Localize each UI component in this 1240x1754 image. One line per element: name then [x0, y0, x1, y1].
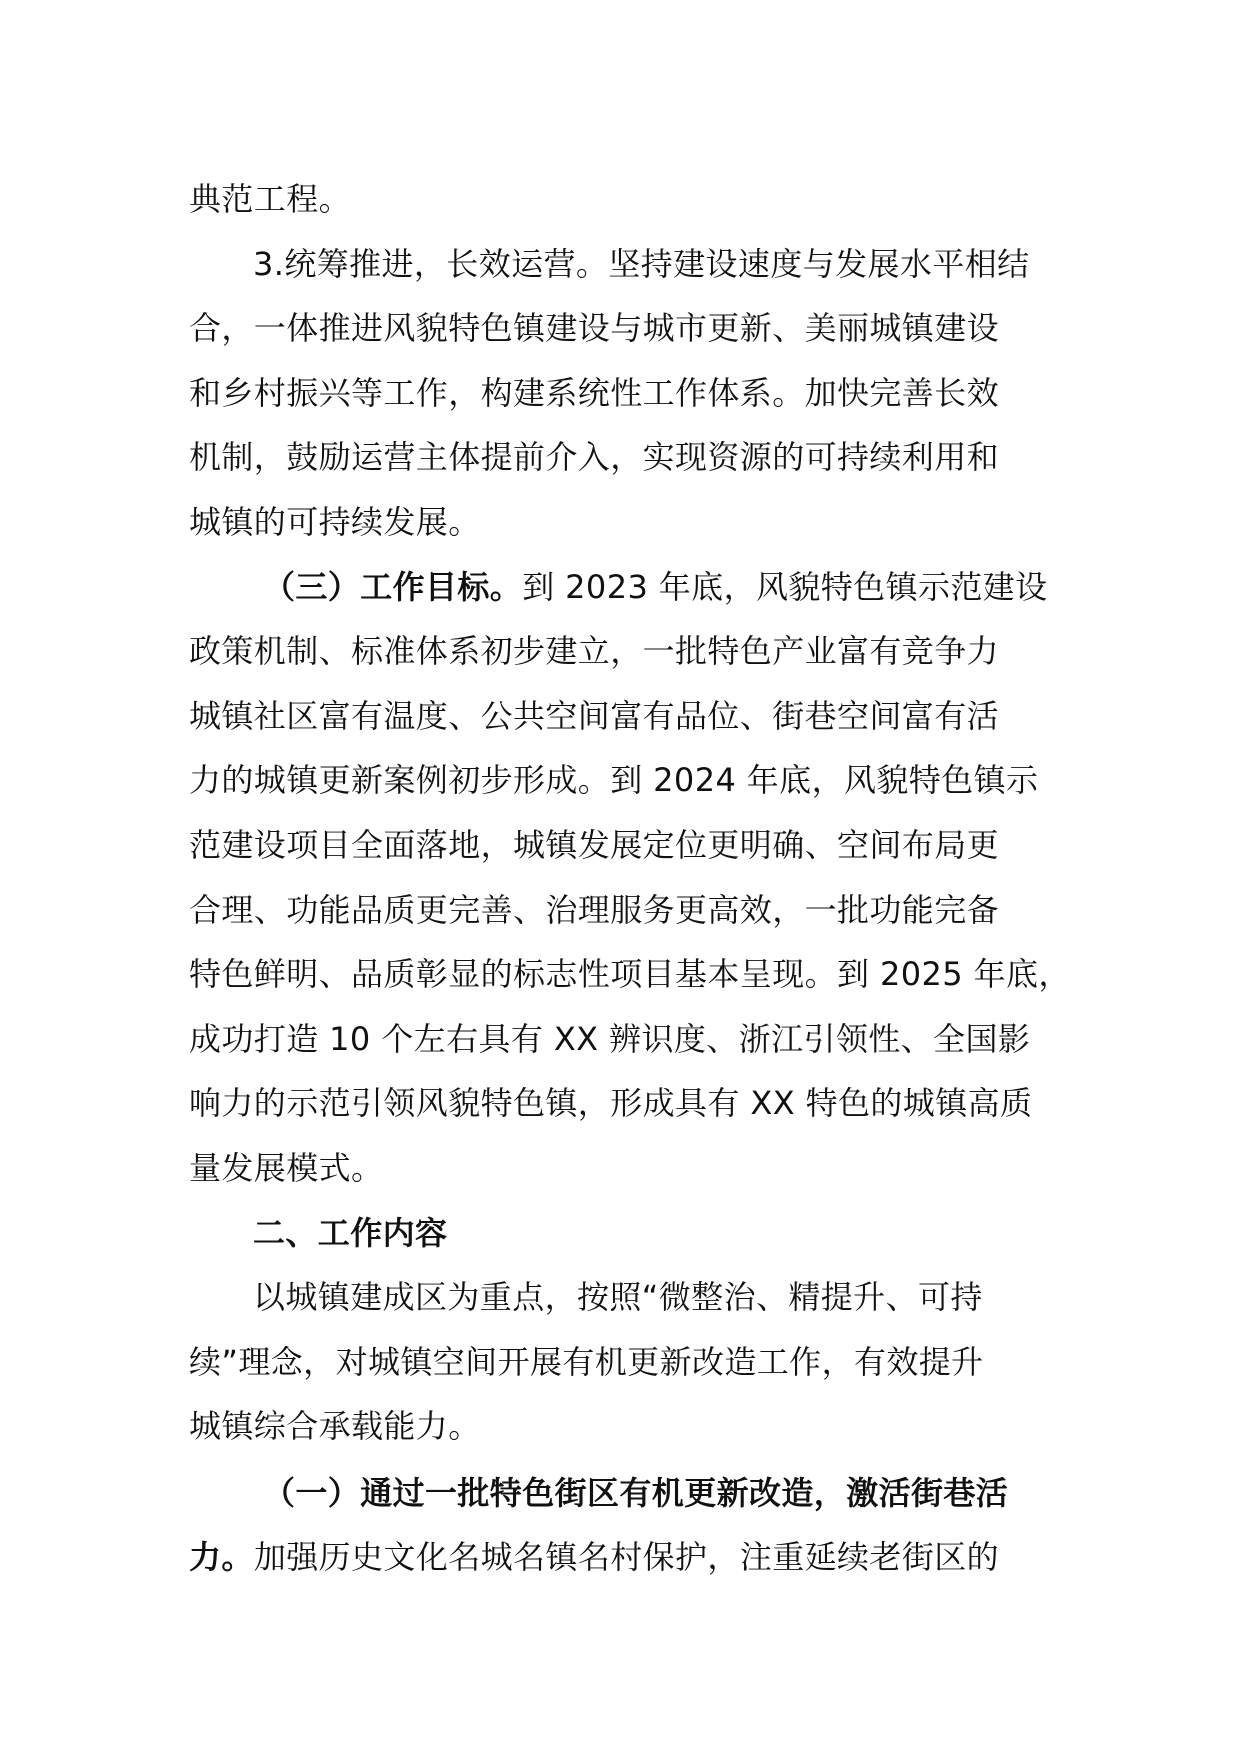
section-heading: （三）工作目标。 [263, 567, 523, 606]
section-heading: （一）通过一批特色街区有机更新改造，激活街巷活 [263, 1473, 1009, 1512]
text-line [189, 1525, 1069, 1590]
text-line: 和乡村振兴等工作，构建系统性工作体系。加快完善长效 [189, 373, 1000, 412]
text-line: 成功打造 10 个左右具有 XX 辨识度、浙江引领性、全国影 [189, 1019, 1031, 1058]
text-line: 3.统筹推进，长效运营。坚持建设速度与发展水平相结 [253, 244, 1030, 283]
text-line: 特色鲜明、品质彰显的标志性项目基本呈现。到 2025 年底， [189, 955, 1071, 994]
text-line: 响力的示范引领风貌特色镇，形成具有 XX 特色的城镇高质 [189, 1084, 1033, 1123]
text-line: 城镇的可持续发展。 [189, 502, 481, 541]
paragraph-text: 加强历史文化名城名镇名村保护，注重延续老街区的 [253, 1538, 1000, 1577]
text-line [189, 555, 1069, 620]
text-line: 量发展模式。 [189, 1148, 384, 1187]
section-heading-end: 力。 [189, 1538, 254, 1577]
text-line: 续”理念，对城镇空间开展有机更新改造工作，有效提升 [189, 1342, 984, 1381]
text-line: 合，一体推进风貌特色镇建设与城市更新、美丽城镇建设 [189, 309, 1000, 348]
text-line: 政策机制、标准体系初步建立，一批特色产业富有竞争力 [189, 632, 1000, 671]
text-line: 合理、功能品质更完善、治理服务更高效，一批功能完备 [189, 890, 1000, 929]
text-line: 城镇综合承载能力。 [189, 1407, 481, 1446]
chapter-heading: 二、工作内容 [253, 1213, 448, 1252]
text-line: 典范工程。 [189, 180, 352, 218]
text-line: 机制，鼓励运营主体提前介入，实现资源的可持续利用和 [189, 438, 1000, 477]
paragraph-text: 到 2023 年底，风貌特色镇示范建设 [522, 567, 1048, 606]
text-line: 范建设项目全面落地，城镇发展定位更明确、空间布局更 [189, 825, 1000, 864]
text-line: 力的城镇更新案例初步形成。到 2024 年底，风貌特色镇示 [189, 761, 1039, 800]
text-line: 城镇社区富有温度、公共空间富有品位、街巷空间富有活 [189, 696, 1000, 735]
document-body [189, 167, 1069, 1590]
text-line: 以城镇建成区为重点，按照“微整治、精提升、可持 [253, 1278, 983, 1317]
